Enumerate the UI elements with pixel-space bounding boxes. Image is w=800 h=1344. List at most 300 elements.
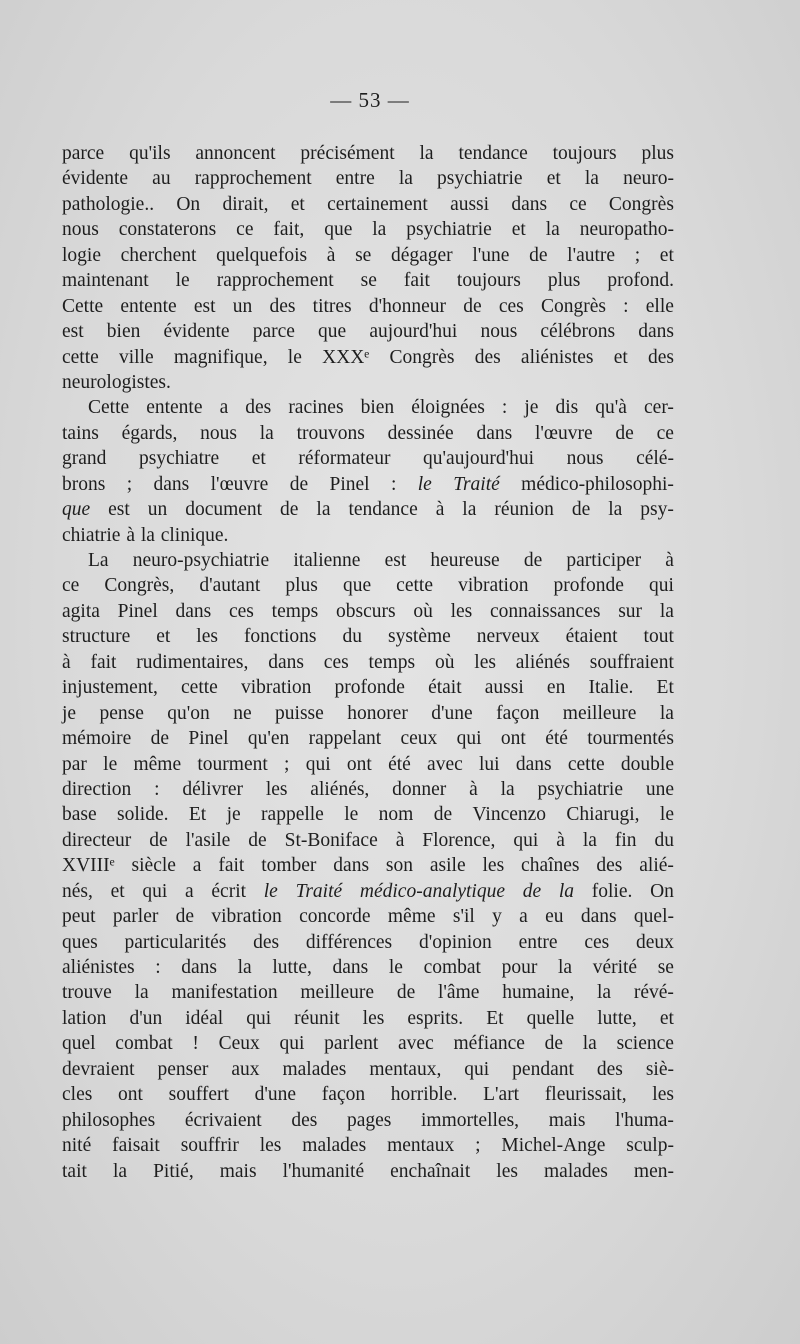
word: Pitié,: [153, 1160, 194, 1182]
word: aux: [231, 1058, 260, 1080]
word: Pinel: [329, 473, 370, 495]
word: ceux: [400, 728, 438, 750]
word: le: [103, 753, 118, 775]
text-line: [62, 726, 674, 751]
word: s'il: [452, 906, 475, 928]
word: philosophes: [62, 1109, 156, 1131]
word: certainement: [327, 193, 428, 215]
word: titres: [312, 295, 352, 317]
word: rapprochement: [216, 270, 334, 292]
word: manifestation: [171, 982, 278, 1004]
text-line: [62, 650, 674, 675]
word: médico-philosophi-: [521, 473, 674, 495]
word: double: [620, 753, 674, 775]
word: aliénés,: [310, 778, 370, 800]
word: la: [608, 499, 623, 521]
word: temps: [271, 600, 319, 622]
word: est: [62, 321, 84, 343]
word: la: [134, 982, 149, 1004]
word: la: [597, 982, 612, 1004]
word: aujourd'hui: [369, 321, 458, 343]
word: psy-: [640, 499, 674, 521]
word: des: [596, 855, 623, 877]
word: ces: [498, 295, 524, 317]
text-line: [62, 192, 674, 217]
word: la: [112, 1160, 128, 1182]
word: le: [263, 880, 278, 902]
word: était: [428, 677, 462, 699]
word: horrible.: [390, 1084, 458, 1106]
word: Traité: [453, 473, 500, 495]
word: rudimentaires,: [136, 651, 249, 673]
word: la: [584, 168, 599, 190]
word: des: [474, 346, 501, 368]
word: aliénistes: [520, 346, 594, 368]
word: peut: [62, 906, 96, 928]
word: combat: [115, 1033, 173, 1055]
word: la: [372, 219, 387, 241]
word: la: [545, 219, 560, 241]
word: parler: [112, 906, 159, 928]
word: nous: [480, 321, 518, 343]
word: les: [652, 1084, 674, 1106]
text-line: [62, 294, 674, 319]
word: deux: [636, 931, 674, 953]
word: par: [62, 753, 87, 775]
word: psychiatrie: [537, 778, 624, 800]
word: toujours: [552, 143, 617, 164]
word: entre: [335, 168, 375, 190]
word: malades: [302, 1135, 367, 1157]
word: racines: [288, 397, 344, 419]
word: vibration: [458, 575, 529, 597]
word: idéal: [185, 1007, 224, 1029]
word: parce: [62, 143, 105, 164]
word: et: [251, 448, 266, 470]
text-line: [62, 1108, 674, 1133]
word: participer: [566, 550, 642, 571]
word: plus: [641, 143, 674, 164]
word: la: [582, 1033, 597, 1055]
word: la: [259, 422, 274, 444]
word: parlent: [324, 1033, 379, 1055]
word: la: [398, 168, 413, 190]
word: Traité: [295, 880, 343, 902]
word: concorde: [299, 906, 371, 928]
word: les: [265, 778, 288, 800]
word: qu'ils: [129, 143, 171, 164]
word: je: [524, 397, 539, 419]
word: dégager: [390, 244, 453, 266]
word: ville: [119, 346, 154, 368]
word: ont: [346, 753, 372, 775]
word: mémoire: [62, 728, 132, 750]
word: l'asile: [185, 829, 231, 851]
word: neuropatho-: [579, 219, 674, 241]
word: réunion: [494, 499, 554, 521]
page-number: — 53 —: [330, 88, 410, 112]
word: dans: [333, 855, 370, 877]
word: ;: [284, 753, 290, 775]
text-line: [62, 268, 674, 293]
word: à: [62, 651, 71, 673]
word: se: [355, 244, 372, 266]
text-line: [62, 930, 674, 955]
word: célé-: [636, 448, 674, 470]
word: vibration: [211, 906, 282, 928]
word: donner: [392, 778, 447, 800]
text-line: [62, 395, 674, 420]
word: d'une: [431, 702, 473, 724]
word: profonde: [334, 677, 405, 699]
word: de: [150, 728, 170, 750]
word: que: [318, 321, 347, 343]
word: d'honneur: [368, 295, 447, 317]
word: fleurissait,: [544, 1084, 627, 1106]
word: quel-: [633, 906, 674, 928]
word: a: [219, 397, 229, 419]
word: Congrès: [389, 346, 455, 368]
text-line: [62, 955, 674, 980]
word: pendant: [512, 1058, 574, 1080]
word: avec: [427, 753, 463, 775]
word: et: [659, 1007, 674, 1029]
word: les: [362, 1007, 385, 1029]
text-line: [62, 217, 674, 242]
word: neuro-: [623, 168, 674, 190]
word: les: [196, 626, 218, 648]
word: ce: [62, 575, 80, 597]
word: pages: [346, 1109, 392, 1131]
word: dans: [638, 321, 674, 343]
word: lutte,: [272, 957, 312, 978]
word: ne: [233, 702, 252, 724]
text-line: [62, 446, 674, 471]
word: vibration: [240, 677, 312, 699]
word: entre: [518, 931, 558, 953]
word: la: [462, 499, 477, 521]
word: !: [192, 1033, 199, 1055]
word: nés,: [62, 880, 93, 902]
word: pour: [501, 957, 538, 978]
word: honorer: [347, 702, 408, 724]
word: les: [450, 600, 473, 622]
word: ce: [656, 422, 674, 444]
word: la: [419, 143, 434, 164]
word: qu'aujourd'hui: [423, 448, 535, 470]
word: chiatrie: [62, 524, 121, 546]
word: médico-analytique: [359, 880, 506, 902]
word: même: [133, 753, 182, 775]
word: fait,: [273, 219, 305, 241]
word: la: [659, 600, 674, 622]
word: de: [433, 804, 453, 826]
word: je: [226, 804, 241, 826]
word: Congrès: [540, 295, 606, 317]
word: méfiance: [453, 1033, 525, 1055]
word: l'autre: [567, 244, 616, 266]
word: nous: [62, 219, 99, 241]
word: devraient: [62, 1058, 135, 1080]
word: le: [344, 804, 359, 826]
word: et: [659, 244, 674, 266]
word: éloignées: [411, 397, 485, 419]
word: le: [659, 804, 674, 826]
word: ont: [118, 1084, 143, 1106]
word: fin: [614, 829, 637, 851]
word: trouvons: [296, 422, 365, 444]
word: XVIIIᵉ: [62, 855, 115, 877]
word: l'œuvre: [210, 473, 269, 495]
word: égards,: [121, 422, 178, 444]
text-line: [62, 243, 674, 268]
word: alié-: [639, 855, 674, 877]
word: un: [232, 295, 253, 317]
word: du: [654, 829, 674, 851]
word: qui: [305, 753, 331, 775]
word: faisait: [112, 1135, 160, 1157]
word: et: [110, 880, 125, 902]
word: écrivaient: [184, 1109, 262, 1131]
word: la: [500, 778, 515, 800]
word: les: [259, 1135, 282, 1157]
word: mentaux: [387, 1135, 455, 1157]
word: la: [140, 524, 155, 546]
word: bien: [106, 321, 141, 343]
word: a: [185, 880, 194, 902]
word: dans: [511, 193, 548, 215]
text-line: [62, 1031, 674, 1056]
word: où: [413, 600, 433, 622]
word: est: [384, 550, 407, 571]
word: trouve: [62, 982, 112, 1004]
word: des: [647, 346, 674, 368]
word: plus: [547, 270, 581, 292]
word: le: [388, 957, 403, 978]
word: l'huma-: [615, 1109, 674, 1131]
word: différences: [305, 931, 393, 953]
word: particularités: [124, 931, 227, 953]
word: à: [556, 829, 565, 851]
word: entente: [120, 295, 177, 317]
word: une: [645, 778, 674, 800]
word: à: [126, 524, 135, 546]
word: dirait,: [222, 193, 269, 215]
word: est: [108, 499, 130, 521]
word: :: [154, 778, 160, 800]
text-line: [62, 1133, 674, 1158]
word: que: [342, 575, 372, 597]
word: clinique.: [160, 524, 229, 546]
word: esprits.: [407, 1007, 464, 1029]
word: chaînes: [521, 855, 580, 877]
word: base: [62, 804, 97, 826]
word: de: [289, 473, 309, 495]
text-line: [62, 345, 674, 370]
word: profonde: [553, 575, 624, 597]
word: cette: [567, 753, 605, 775]
word: directeur: [62, 829, 132, 851]
word: neurologistes.: [62, 371, 171, 393]
word: l'œuvre: [534, 422, 593, 444]
word: fait: [403, 270, 430, 292]
word: se: [360, 270, 377, 292]
word: vérité: [592, 957, 638, 978]
word: ;: [126, 473, 133, 495]
word: le: [417, 473, 432, 495]
word: que: [324, 219, 353, 241]
word: tourmentés: [587, 728, 674, 750]
word: le: [287, 346, 302, 368]
word: des: [269, 295, 296, 317]
word: façon: [321, 1084, 366, 1106]
word: siè-: [645, 1058, 674, 1080]
word: dans: [175, 600, 212, 622]
text-line: [62, 904, 674, 929]
word: d'autant: [199, 575, 261, 597]
word: d'un: [129, 1007, 163, 1029]
word: qu'en: [247, 728, 290, 750]
word: mentaux,: [369, 1058, 442, 1080]
word: ques: [62, 931, 98, 953]
word: elle: [645, 295, 674, 317]
word: Congrès,: [104, 575, 175, 597]
word: puisse: [275, 702, 324, 724]
word: qui: [513, 829, 539, 851]
word: maintenant: [62, 270, 149, 292]
word: de: [522, 880, 542, 902]
text-line: [62, 980, 674, 1005]
word: quelquefois: [216, 244, 308, 266]
word: aussi: [450, 193, 490, 215]
word: fait: [90, 651, 117, 673]
word: de: [149, 829, 168, 851]
word: nerveux: [476, 626, 540, 648]
word: :: [155, 957, 161, 978]
word: Florence,: [422, 829, 496, 851]
word: mais: [219, 1160, 257, 1182]
word: à: [395, 829, 405, 851]
word: célébrons: [540, 321, 616, 343]
word: tout: [643, 626, 674, 648]
word: annoncent: [195, 143, 276, 164]
word: qui: [279, 1033, 305, 1055]
word: de: [615, 422, 634, 444]
text-line: [62, 701, 674, 726]
word: cette: [396, 575, 433, 597]
word: souffert: [168, 1084, 229, 1106]
word: et: [156, 626, 171, 648]
word: les: [482, 855, 505, 877]
word: Italie.: [588, 677, 634, 699]
word: dis: [555, 397, 579, 419]
word: en: [546, 677, 566, 699]
word: cette: [181, 677, 218, 699]
word: combat: [423, 957, 481, 978]
word: plus: [285, 575, 318, 597]
word: nité: [62, 1135, 92, 1157]
word: eu: [545, 906, 564, 928]
word: ce: [569, 193, 587, 215]
word: Congrès: [608, 193, 674, 215]
text-line: [62, 599, 674, 624]
word: qu'à: [595, 397, 627, 419]
text-line: [62, 1006, 674, 1031]
word: dans: [476, 422, 513, 444]
text-line: [62, 523, 674, 548]
word: est: [193, 295, 216, 317]
word: et: [290, 193, 305, 215]
word: science: [616, 1033, 674, 1055]
word: son: [385, 855, 414, 877]
word: malades: [544, 1160, 608, 1182]
word: logie: [62, 244, 101, 266]
word: solide.: [117, 804, 169, 826]
word: de: [396, 982, 416, 1004]
text-line: [62, 497, 674, 522]
word: du: [342, 626, 362, 648]
word: malades: [282, 1058, 347, 1080]
word: au: [152, 168, 171, 190]
word: été: [388, 753, 411, 775]
word: cherchent: [120, 244, 197, 266]
word: qui: [142, 880, 168, 902]
text-line: [62, 752, 674, 777]
word: obscurs: [336, 600, 396, 622]
word: souffrir: [180, 1135, 239, 1157]
word: a: [192, 855, 202, 877]
word: cles: [62, 1084, 93, 1106]
word: des: [291, 1109, 318, 1131]
word: même: [387, 906, 436, 928]
word: aliénés: [515, 651, 570, 673]
word: délivrer: [182, 778, 243, 800]
word: qui: [246, 1007, 272, 1029]
text-line: [62, 853, 674, 878]
word: quelle: [526, 1007, 575, 1029]
word: neuro-psychiatrie: [132, 550, 270, 571]
text-line: [62, 879, 674, 904]
text-line: [62, 777, 674, 802]
word: des: [245, 397, 272, 419]
text-line: [62, 1159, 674, 1184]
word: bien: [360, 397, 395, 419]
word: étaient: [565, 626, 618, 648]
word: ;: [475, 1135, 481, 1157]
word: été: [545, 728, 568, 750]
text-line: [62, 421, 674, 446]
text-line: [62, 802, 674, 827]
word: meilleure: [562, 702, 637, 724]
text-line: [62, 624, 674, 649]
word: lui: [479, 753, 500, 775]
word: Chiarugi,: [566, 804, 640, 826]
word: nous: [566, 448, 604, 470]
word: tendance: [348, 499, 418, 521]
word: parce: [252, 321, 295, 343]
word: cer-: [644, 397, 674, 419]
word: sur: [618, 600, 643, 622]
word: rapprochement: [194, 168, 312, 190]
word: façon: [496, 702, 540, 724]
word: tait: [62, 1160, 87, 1182]
word: de: [463, 295, 482, 317]
word: ces: [323, 651, 349, 673]
word: et: [546, 168, 561, 190]
word: évidente: [163, 321, 230, 343]
word: lation: [62, 1007, 107, 1029]
word: La: [88, 550, 109, 571]
